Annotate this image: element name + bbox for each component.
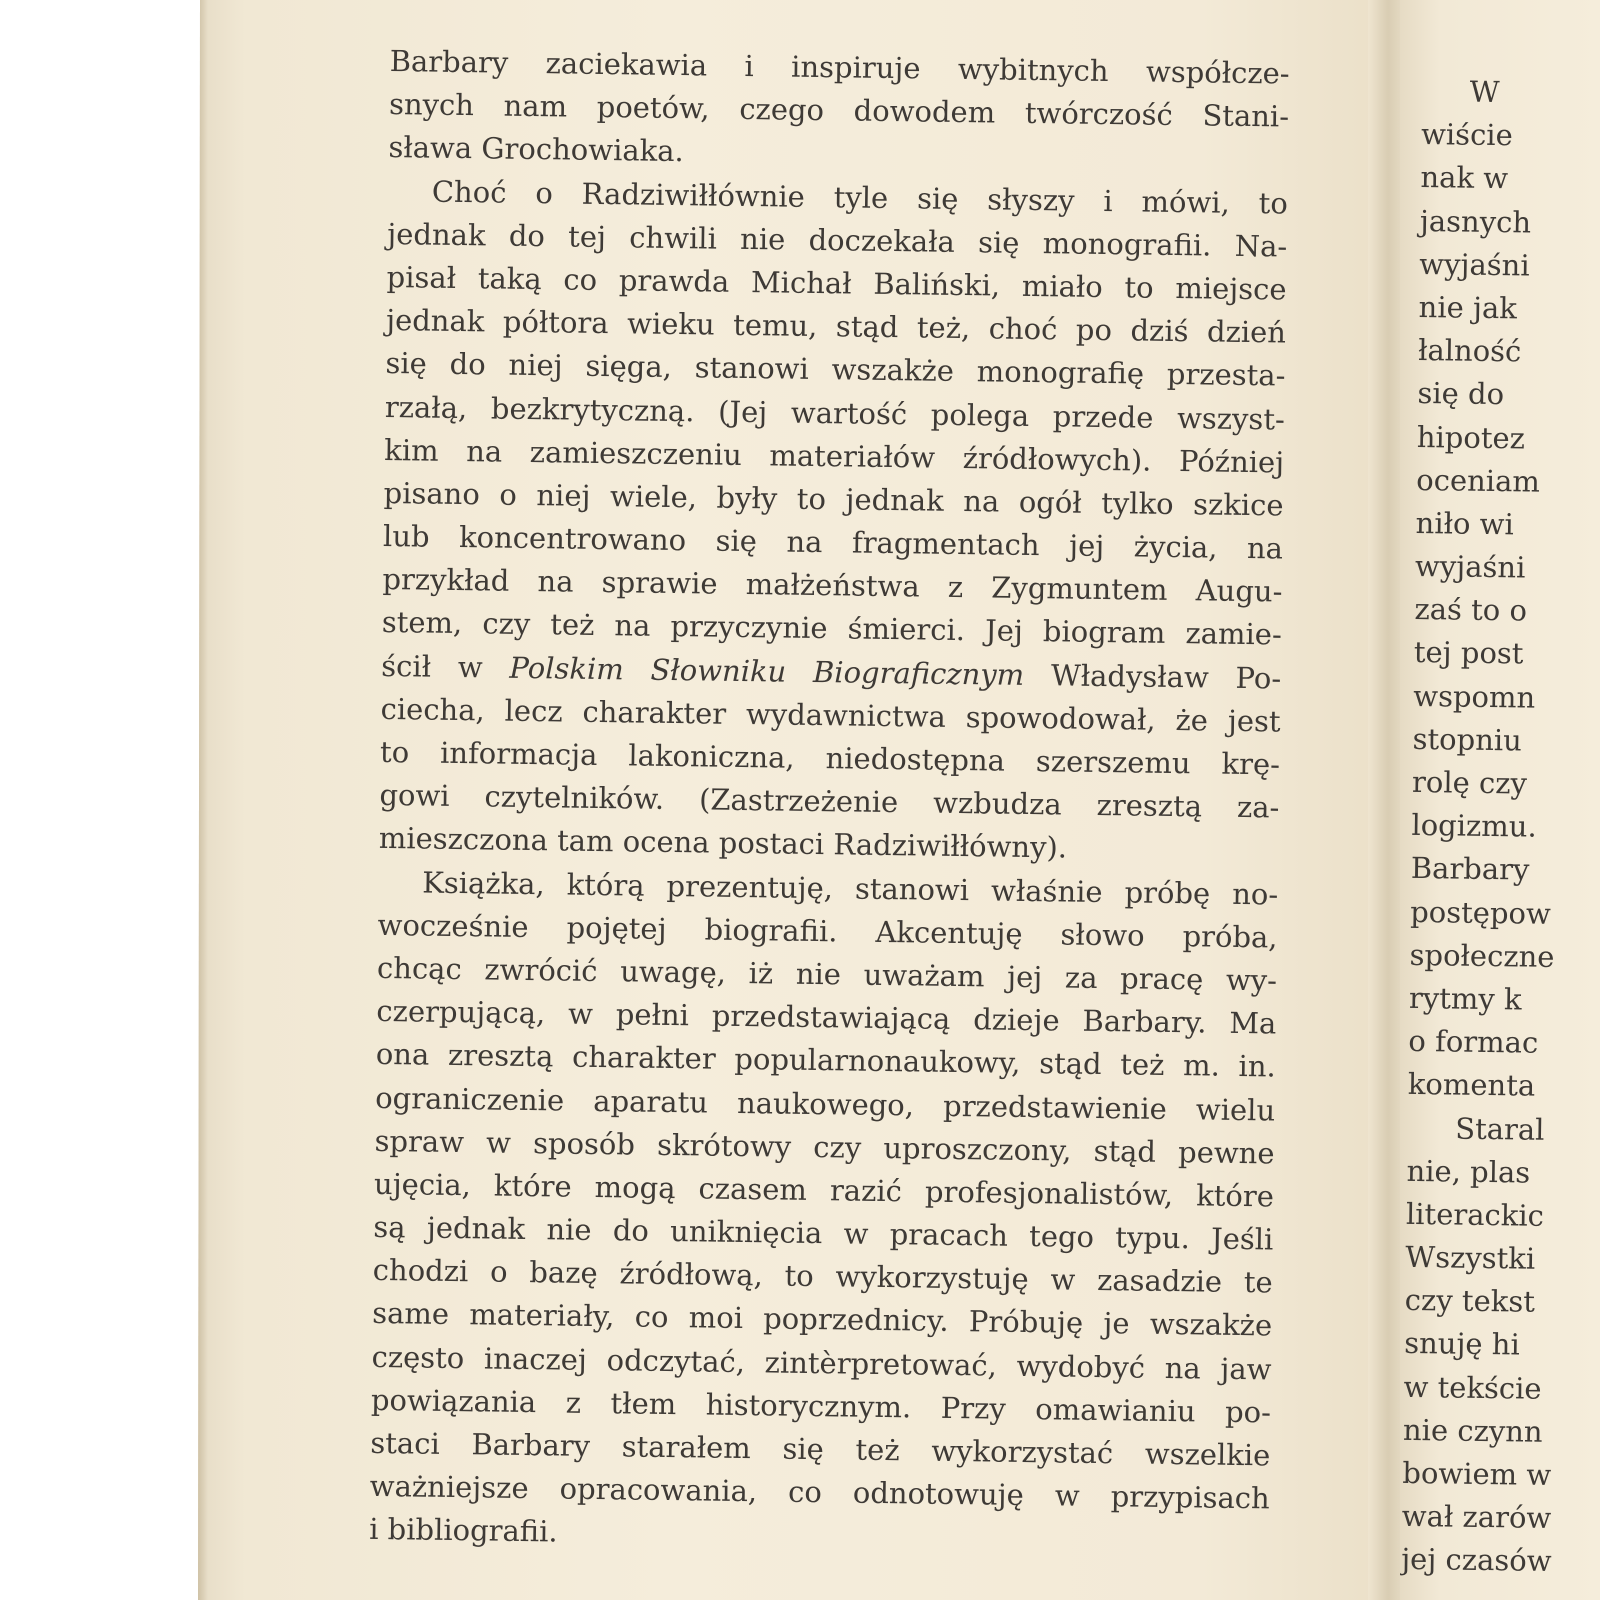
text-line: i bibliografii. [368,1512,558,1549]
text-line: wocześnie pojętej biografii. Akcentuję słowo próba, [377,907,1278,955]
text-line: mieszczona tam ocena postaci Radziwiłłówny). [378,821,1068,865]
italic-book-title: Polskim Słowniku Biograficznym [509,650,1025,692]
text-line: sława Grochowiaka. [388,130,684,169]
text-line: łalność [1417,333,1522,369]
text-line: to informacja lakoniczna, niedostępna szerszemu krę- [379,734,1281,782]
text-line: wiście [1420,117,1514,153]
text-line: snych nam poetów, czego dowodem twórczość Stani- [388,87,1290,134]
text-line: Staral [1454,1111,1545,1147]
text-line: Barbary [1410,851,1530,887]
text-line: hipotez [1416,419,1526,455]
text-line: w tekście [1403,1369,1542,1406]
text-line: postępow [1410,894,1552,931]
text-line: jednak do tej chwili nie doczekała się monografii. Na- [387,216,1288,264]
text-line: rytmy k [1408,980,1522,1017]
text-line: przykład na sprawie małżeństwa z Zygmuntem Augu- [382,562,1283,609]
text-line: oceniam [1416,462,1541,499]
text-line: jasnych [1419,203,1532,240]
text-line: spraw w sposób skrótowy czy uproszczony, stąd pewne [374,1123,1275,1171]
text-line: ujęcia, które mogą czasem razić profesjonalistów, które [373,1166,1275,1214]
text-line: same materiały, co moi poprzednicy. Próbuję je wszakże [371,1296,1273,1343]
text-line: logizmu. [1411,808,1537,844]
text-line: o formac [1408,1024,1539,1060]
text-line: gowi czytelników. (Zastrzeżenie wzbudza zresztą za- [379,778,1280,825]
text-line: W [1469,74,1500,110]
text-line: nie, plas [1406,1153,1531,1190]
text-line: pisał taką co prawda Michał Baliński, miało to miejsce [386,259,1287,307]
text-line: tej post [1413,635,1524,671]
text-line: komenta [1407,1067,1536,1103]
text-line: chcąc zwrócić uwagę, iż nie uważam jej za pracę wy- [376,950,1278,998]
text-line: społeczne [1409,937,1555,974]
text-line: Choć o Radziwiłłównie tyle się słyszy i mówi, to [431,174,1289,221]
text-line: rolę czy [1411,764,1528,801]
text-line: są jednak nie do uniknięcia w pracach tego typu. Jeśli [373,1209,1274,1257]
text-line: lub koncentrowano się na fragmentach jej życia, na [382,519,1284,566]
text-fragment: ścił w [381,648,510,685]
text-line: wał zarów [1401,1499,1552,1536]
text-line: nie czynn [1402,1412,1543,1449]
text-line: Barbary zaciekawia i inspiruje wybitnych współcze- [389,43,1290,91]
text-line: Wszystki [1405,1239,1536,1276]
text-line: czy tekst [1404,1283,1536,1319]
text-line: pisano o niej wiele, były to jednak na ogół tylko szkice [383,475,1284,523]
text-line: czerpującą, w pełni przedstawiającą dzieje Barbary. Ma [376,994,1277,1041]
text-line: się do niej sięga, stanowi wszakże monografię przesta- [385,346,1286,393]
text-line: jednak półtora wieku temu, stąd też, choć po dziś dzień [385,303,1287,350]
text-line: wyjaśni [1414,549,1526,585]
text-line: bowiem w [1402,1455,1552,1492]
text-line: ograniczenie aparatu naukowego, przedstawienie wielu [374,1080,1276,1127]
right-page-text [1401,70,1600,1587]
right-page [1400,0,1600,1600]
text-line: literackic [1405,1196,1545,1233]
text-line: niło wi [1415,505,1515,542]
left-page-text [369,40,1290,1564]
text-line: nie jak [1418,289,1518,326]
text-line: rzałą, bezkrytyczną. (Jej wartość polega przede wszyst- [384,389,1286,437]
text-line: się do [1417,376,1505,412]
text-line: ważniejsze opracowania, co odnotowuję w przypisach [369,1469,1270,1516]
text-line: stopniu [1412,721,1523,758]
text-line: snuję hi [1403,1326,1521,1362]
text-line: powiązania z tłem historycznym. Przy omawianiu po- [370,1382,1272,1430]
text-line: często inaczej odczytać, zintèrpretować, wydobyć na jaw [371,1339,1272,1387]
text-line: nak w [1420,160,1509,196]
text-line: jej czasów [1400,1542,1552,1579]
text-line: wspomn [1413,678,1536,715]
text-line: kim na zamieszczeniu materiałów źródłowych). Później [384,432,1285,480]
text-fragment: Władysław Po- [1023,657,1282,696]
text-line: Książka, którą prezentuję, stanowi właśnie próbę no- [422,865,1279,912]
text-line: zaś to o [1414,592,1528,628]
text-line: chodzi o bazę źródłową, to wykorzystuję w zasadzie te [372,1253,1273,1300]
text-line: ona zresztą charakter popularnonaukowy, stąd też m. in. [375,1037,1276,1084]
text-line: staci Barbary starałem się też wykorzystać wszelkie [370,1425,1271,1473]
text-line: ciecha, lecz charakter wydawnictwa spowodował, że jest [380,691,1281,739]
text-line: wyjaśni [1419,246,1530,283]
background [0,0,200,1600]
text-line: stem, czy też na przyczynie śmierci. Jej biogram zamie- [381,605,1283,652]
